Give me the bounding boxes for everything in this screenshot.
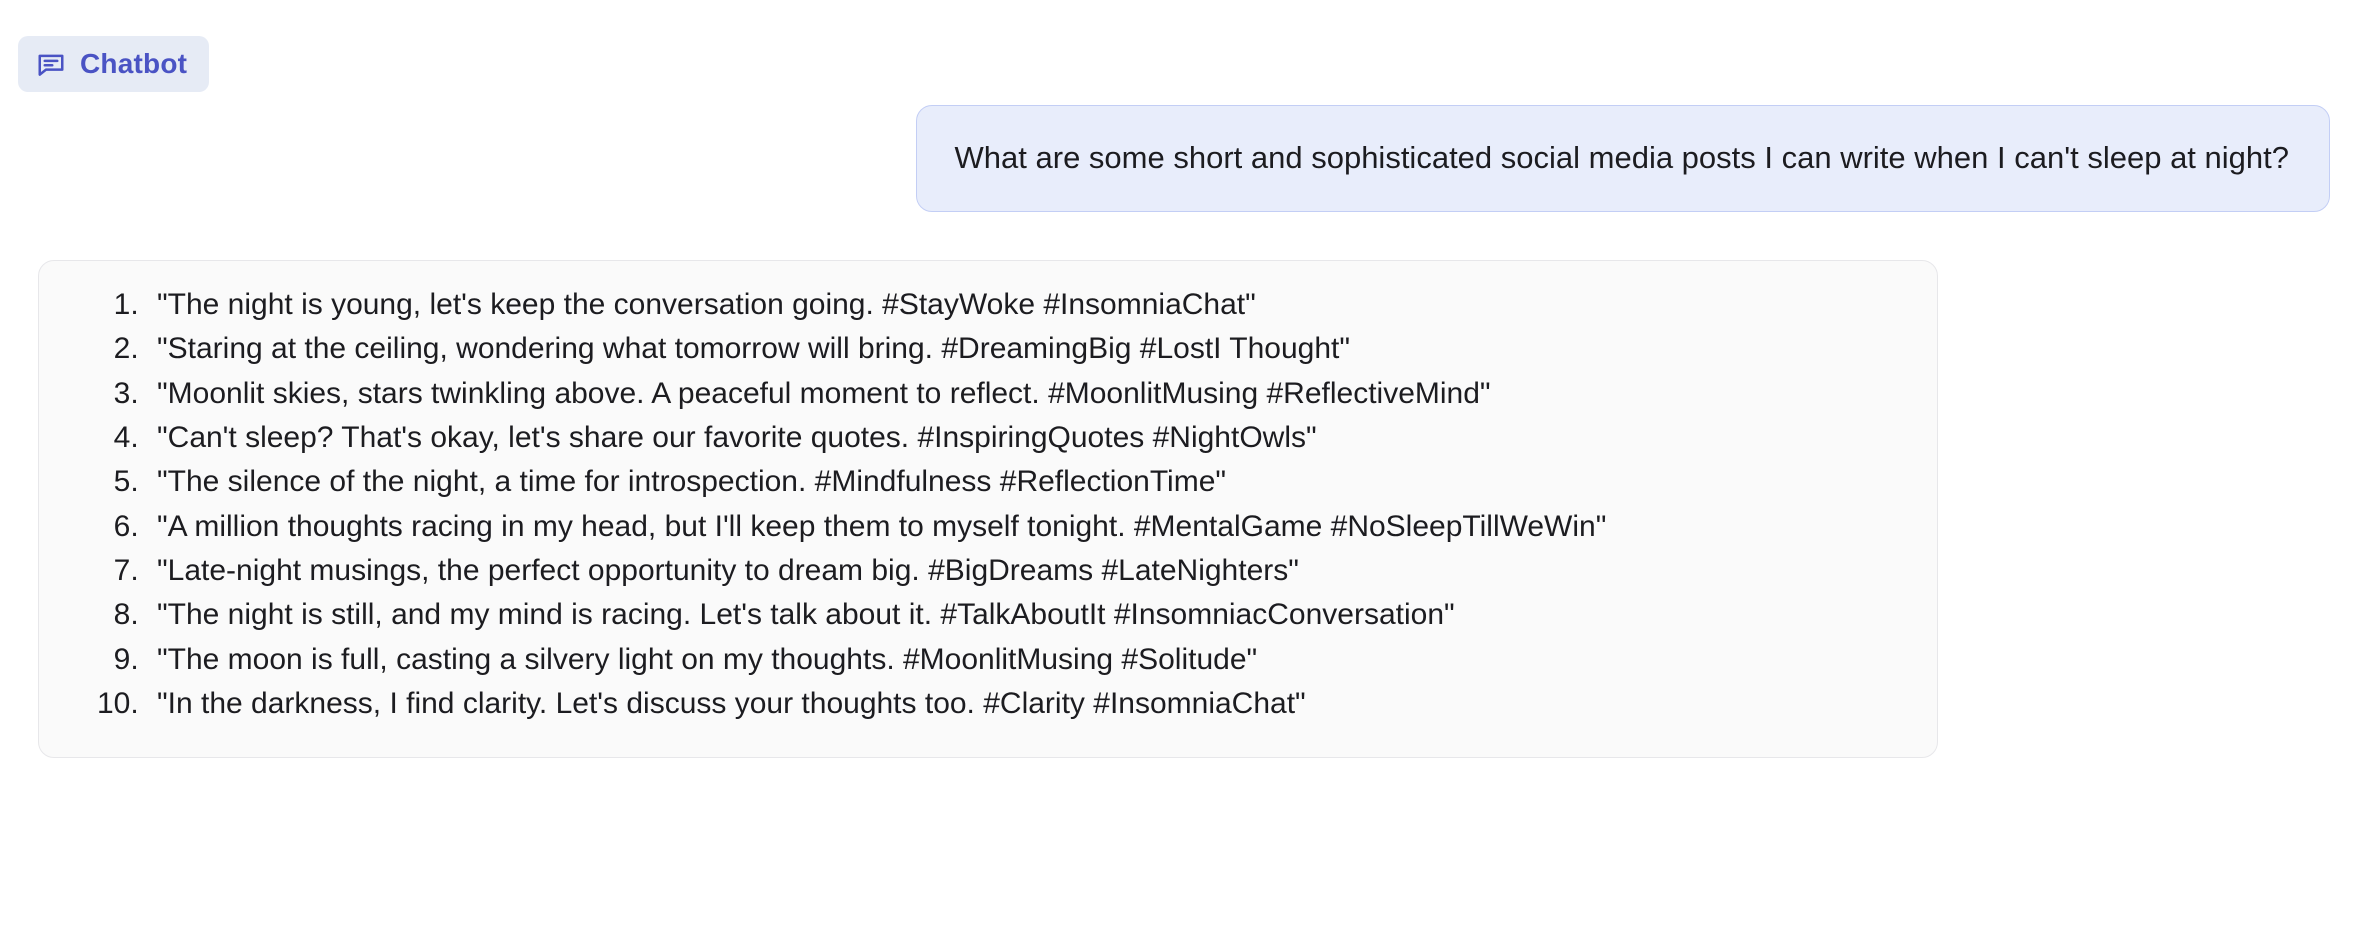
chatbot-header-chip[interactable] [18, 36, 209, 92]
list-item: 8. "The night is still, and my mind is racing. Let's talk about it. #TalkAboutIt #InsomniacConversation" [147, 593, 1897, 637]
list-item: 5. "The silence of the night, a time for introspection. #Mindfulness #ReflectionTime" [147, 460, 1897, 504]
list-item: 9. "The moon is full, casting a silvery light on my thoughts. #MoonlitMusing #Solitude" [147, 638, 1897, 682]
user-message-text: What are some short and sophisticated social media posts I can write when I can't sleep at night? [954, 140, 2289, 175]
chatbot-title: Chatbot [80, 48, 188, 79]
list-item: 3. "Moonlit skies, stars twinkling above. A peaceful moment to reflect. #MoonlitMusing #ReflectiveMind" [147, 372, 1897, 416]
list-item: 6. "A million thoughts racing in my head, but I'll keep them to myself tonight. #MentalGame #NoSleepTillWeWin" [147, 505, 1897, 549]
assistant-message-row [0, 212, 2366, 758]
list-item: 10. "In the darkness, I find clarity. Let's discuss your thoughts too. #Clarity #InsomniaChat" [147, 682, 1897, 726]
list-item: 1. "The night is young, let's keep the conversation going. #StayWoke #InsomniaChat" [147, 283, 1897, 327]
user-message-row [0, 105, 2366, 212]
list-item: 4. "Can't sleep? That's okay, let's share our favorite quotes. #InspiringQuotes #NightOwls" [147, 416, 1897, 460]
user-message-bubble[interactable] [916, 105, 2330, 212]
list-item: 7. "Late-night musings, the perfect opportunity to dream big. #BigDreams #LateNighters" [147, 549, 1897, 593]
assistant-post-list [65, 283, 1897, 727]
list-item: 2. "Staring at the ceiling, wondering what tomorrow will bring. #DreamingBig #LostI Thought" [147, 327, 1897, 371]
chat-bubble-icon [36, 49, 66, 79]
chat-transcript [0, 105, 2366, 758]
assistant-message-bubble[interactable] [38, 260, 1938, 758]
